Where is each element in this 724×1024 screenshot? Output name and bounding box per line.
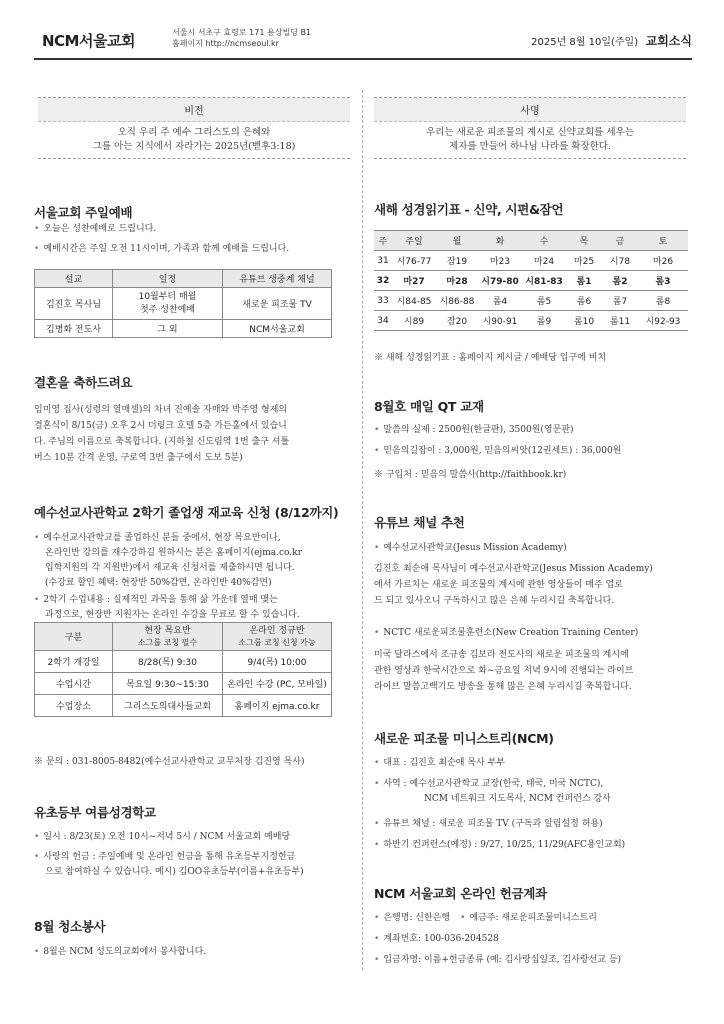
header-date-title xyxy=(531,32,692,49)
table-cell: 시89 xyxy=(392,311,436,331)
vbs-bullet: • 사랑의 헌금 : 주일예배 및 온라인 헌금을 통해 유초등부지정헌금 으로 참여하실 수 있습니다. 예시) 김OO유초등부(이름+유초등부) xyxy=(34,852,304,877)
table-cell: 2학기 개강일 xyxy=(35,651,113,673)
table-row xyxy=(35,695,332,717)
bible-title: 새해 성경읽기표 - 신약, 시편&잠언 xyxy=(374,202,564,217)
youtube-title: 유튜브 채널 추천 xyxy=(374,515,465,530)
table-cell: 수업장소 xyxy=(35,695,113,717)
wedding-title: 결혼을 축하드려요 xyxy=(34,375,133,390)
table-cell: 시90-91 xyxy=(478,311,522,331)
worship-title: 서울교회 주일예배 xyxy=(34,205,133,220)
table-header: 일정 xyxy=(113,270,223,288)
header xyxy=(34,24,692,60)
table-cell: 마26 xyxy=(638,251,688,271)
table-cell: 33 xyxy=(374,291,392,311)
table-cell: 롬9 xyxy=(522,311,566,331)
table-header: 온라인 정규반 소그룹 코칭 신청 가능 xyxy=(223,623,332,651)
table-header: 목 xyxy=(566,231,602,251)
table-row xyxy=(374,311,688,331)
table-row xyxy=(35,288,332,320)
table-cell: 마27 xyxy=(392,271,436,291)
table-cell: 시78 xyxy=(602,251,638,271)
table-cell: 롬6 xyxy=(566,291,602,311)
qt-bullet: • 말씀의 실제 : 2500원(한글판), 3500원(영문판) xyxy=(374,425,574,435)
church-address-block xyxy=(172,27,311,49)
table-header: 현장 목요반 소그룹 코칭 필수 xyxy=(113,623,223,651)
bible-reading-table xyxy=(374,230,688,331)
table-cell: 그리스도의대사들교회 xyxy=(113,695,223,717)
table-header: 월 xyxy=(436,231,478,251)
table-header: 설교 xyxy=(35,270,113,288)
table-cell: 10월부터 매월 첫주 성찬예배 xyxy=(113,288,223,320)
table-cell: 목요일 9:30~15:30 xyxy=(113,673,223,695)
table-row xyxy=(35,651,332,673)
column-divider xyxy=(362,90,363,970)
school-note: ※ 문의 : 031-8005-8482(예수선교사관학교 교무처장 김진영 목사) xyxy=(34,757,305,767)
church-address: 서울시 서초구 효령로 171 용상빌딩 B1 xyxy=(172,28,312,37)
table-cell: 잠19 xyxy=(436,251,478,271)
cleaning-bullet: • 8월은 NCM 성도의교회에서 봉사합니다. xyxy=(34,947,207,957)
qt-bullet: • 믿음의길잡이 : 3,000원, 믿음의씨앗(12권세트) : 36,000원 xyxy=(374,446,622,456)
youtube-text: 미국 달라스에서 조규송 김보라 전도사의 새로운 피조물의 계시에 관한 영상과 한국시간으로 화~금요일 저녁 9시에 진행되는 라이브 라이브 말씀고백기도 방송을 통해 많은 은혜 누리시길 축복합니다. xyxy=(374,650,634,692)
ministry-bullet: • 사역 : 예수선교사관학교 교장(한국, 태국, 미국 NCTC), NCM 네트워크 지도목사, NCM 컨퍼런스 강사 xyxy=(374,779,611,804)
table-cell: 잠20 xyxy=(436,311,478,331)
table-cell: 34 xyxy=(374,311,392,331)
offering-bullet: • 계좌번호: 100-036-204528 xyxy=(374,934,499,944)
table-cell: 시92-93 xyxy=(638,311,688,331)
offering-title: NCM 서울교회 온라인 헌금계좌 xyxy=(374,886,547,901)
table-cell: 김진호 목사님 xyxy=(35,288,113,320)
table-cell: 롬4 xyxy=(478,291,522,311)
table-cell[interactable]: 홈페이지 ejma.co.kr xyxy=(223,695,332,717)
table-cell: 시84-85 xyxy=(392,291,436,311)
table-header: 수 xyxy=(522,231,566,251)
church-homepage[interactable]: 홈페이지 http://ncmseoul.kr xyxy=(172,39,279,48)
table-cell: 시86-88 xyxy=(436,291,478,311)
ministry-bullet: • 하반기 컨퍼런스(예정) : 9/27, 10/25, 11/29(AFC용인교회) xyxy=(374,840,626,850)
table-cell: 시81-83 xyxy=(522,271,566,291)
mission-title: 사명 xyxy=(374,98,686,122)
table-cell: NCM서울교회 xyxy=(223,320,332,338)
school-title: 예수선교사관학교 2학기 졸업생 재교육 신청 (8/12까지) xyxy=(34,505,339,520)
table-row-current-week xyxy=(374,271,688,291)
table-header: 금 xyxy=(602,231,638,251)
worship-bullet: • 오늘은 성찬예배로 드립니다. xyxy=(34,224,157,234)
vbs-title: 유초등부 여름성경학교 xyxy=(34,805,156,820)
table-header: 유튜브 생중계 채널 xyxy=(223,270,332,288)
worship-table xyxy=(34,269,332,338)
table-cell: 그 외 xyxy=(113,320,223,338)
table-header: 토 xyxy=(638,231,688,251)
bible-note: ※ 새해 성경읽기표 : 홈페이지 게시글 / 예배당 입구에 비치 xyxy=(374,353,607,363)
offering-bullet: • 입금자명: 이름+헌금종류 (예: 김사랑십일조, 김사랑선교 등) xyxy=(374,955,622,965)
table-row xyxy=(35,673,332,695)
table-row xyxy=(35,320,332,338)
table-header: 화 xyxy=(478,231,522,251)
school-bullet: • 2학기 수업내용 : 실제적인 과목을 통해 삶 가운데 열매 맺는 과정으로, 현장반 지원자는 온라인 수강을 무료로 할 수 있습니다. xyxy=(34,595,300,620)
table-header: 주일 xyxy=(392,231,436,251)
table-cell: 마28 xyxy=(436,271,478,291)
church-name: NCM서울교회 xyxy=(42,32,135,50)
offering-bullet: • 은행명: 신한은행 • 예금주: 새로운피조물미니스트리 xyxy=(374,913,598,923)
qt-note: ※ 구입처 : 믿음의 말씀사(http://faithbook.kr) xyxy=(374,470,567,480)
table-cell: 32 xyxy=(374,271,392,291)
wedding-text: 임미영 집사(성령의 열매셀)의 차녀 진예솔 자매와 박주영 형제의 결혼식이 8/15(금) 오후 2시 더링크 호텔 5층 가든홀에서 있습니 다. 주님의 이름으로 축복합니다. (지하철 신도림역 1번 출구 셔틀 버스 10분 간격 운영, 구로역 3번 출구에서 도보 5분) xyxy=(34,405,290,463)
table-cell: 롬7 xyxy=(602,291,638,311)
table-cell: 수업시간 xyxy=(35,673,113,695)
mission-text xyxy=(374,122,686,158)
table-row xyxy=(374,251,688,271)
table-cell: 롬1 xyxy=(566,271,602,291)
youtube-bullet: • NCTC 새로운피조물훈련소(New Creation Training Center) xyxy=(374,628,639,638)
school-bullet: • 예수선교사관학교를 졸업하신 분들 중에서, 현장 목요반이나, 온라인반 강의를 재수강하길 원하시는 분은 홈페이지(ejma.co.kr 입학지원의 각 지원반)에서 재교육 신청서를 제출하시면 됩니다. (수강료 할인 혜택: 현장반 50%감면, 온라인반 40%감면) xyxy=(34,533,302,588)
table-cell: 31 xyxy=(374,251,392,271)
qt-title: 8월호 매일 QT 교재 xyxy=(374,399,484,414)
table-header: 주 xyxy=(374,231,392,251)
table-cell: 롬3 xyxy=(638,271,688,291)
table-cell: 새로운 피조물 TV xyxy=(223,288,332,320)
cleaning-title: 8월 청소봉사 xyxy=(34,919,106,934)
ministry-bullet: • 유튜브 채널 : 새로운 피조물 TV (구독과 알림설정 허용) xyxy=(374,819,603,829)
table-cell: 마23 xyxy=(478,251,522,271)
vision-line: 오직 우리 주 예수 그리스도의 은혜와 xyxy=(117,127,271,138)
vbs-bullet: • 일시 : 8/23(토) 오전 10시~저녁 5시 / NCM 서울교회 예배당 xyxy=(34,832,291,842)
table-cell: 롬11 xyxy=(602,311,638,331)
table-cell: 시79-80 xyxy=(478,271,522,291)
ministry-title: 새로운 피조물 미니스트리(NCM) xyxy=(374,731,554,746)
youtube-text: 김진호 최순애 목사님이 예수선교사관학교(Jesus Mission Academy) 에서 가르치는 새로운 피조물의 계시에 관한 영상들이 매주 업로 드 되고 있사오니 구독하시고 많은 은혜 누리시길 축복합니다. xyxy=(374,564,653,606)
vision-text xyxy=(38,122,350,158)
youtube-bullet: • 예수선교사관학교(Jesus Mission Academy) xyxy=(374,543,567,553)
mission-line: 제자를 만들어 하나님 나라를 확장한다. xyxy=(449,141,611,152)
bulletin-date: 2025년 8월 10일(주일) xyxy=(531,37,639,48)
vision-title: 비전 xyxy=(38,98,350,122)
mission-box xyxy=(374,97,686,159)
table-cell: 9/4(목) 10:00 xyxy=(223,651,332,673)
table-cell: 김병화 전도사 xyxy=(35,320,113,338)
table-header: 구분 xyxy=(35,623,113,651)
table-cell: 온라인 수강 (PC, 모바일) xyxy=(223,673,332,695)
vision-box xyxy=(38,97,350,159)
table-cell: 시76-77 xyxy=(392,251,436,271)
worship-bullet: • 예배시간은 주일 오전 11시이며, 가족과 함께 예배를 드립니다. xyxy=(34,244,290,254)
table-cell: 마24 xyxy=(522,251,566,271)
bulletin-title: 교회소식 xyxy=(645,34,692,48)
ministry-bullet: • 대표 : 김진호 최순애 목사 부부 xyxy=(374,758,505,768)
table-cell: 롬5 xyxy=(522,291,566,311)
table-cell: 8/28(목) 9:30 xyxy=(113,651,223,673)
vision-line: 그를 아는 지식에서 자라가는 2025년(벧후3:18) xyxy=(92,141,296,152)
table-cell: 마25 xyxy=(566,251,602,271)
table-cell: 롬10 xyxy=(566,311,602,331)
mission-line: 우리는 새로운 피조물의 계시로 신약교회를 세우는 xyxy=(426,127,634,138)
table-row xyxy=(374,291,688,311)
table-cell: 롬2 xyxy=(602,271,638,291)
table-cell: 롬8 xyxy=(638,291,688,311)
school-table xyxy=(34,622,332,717)
